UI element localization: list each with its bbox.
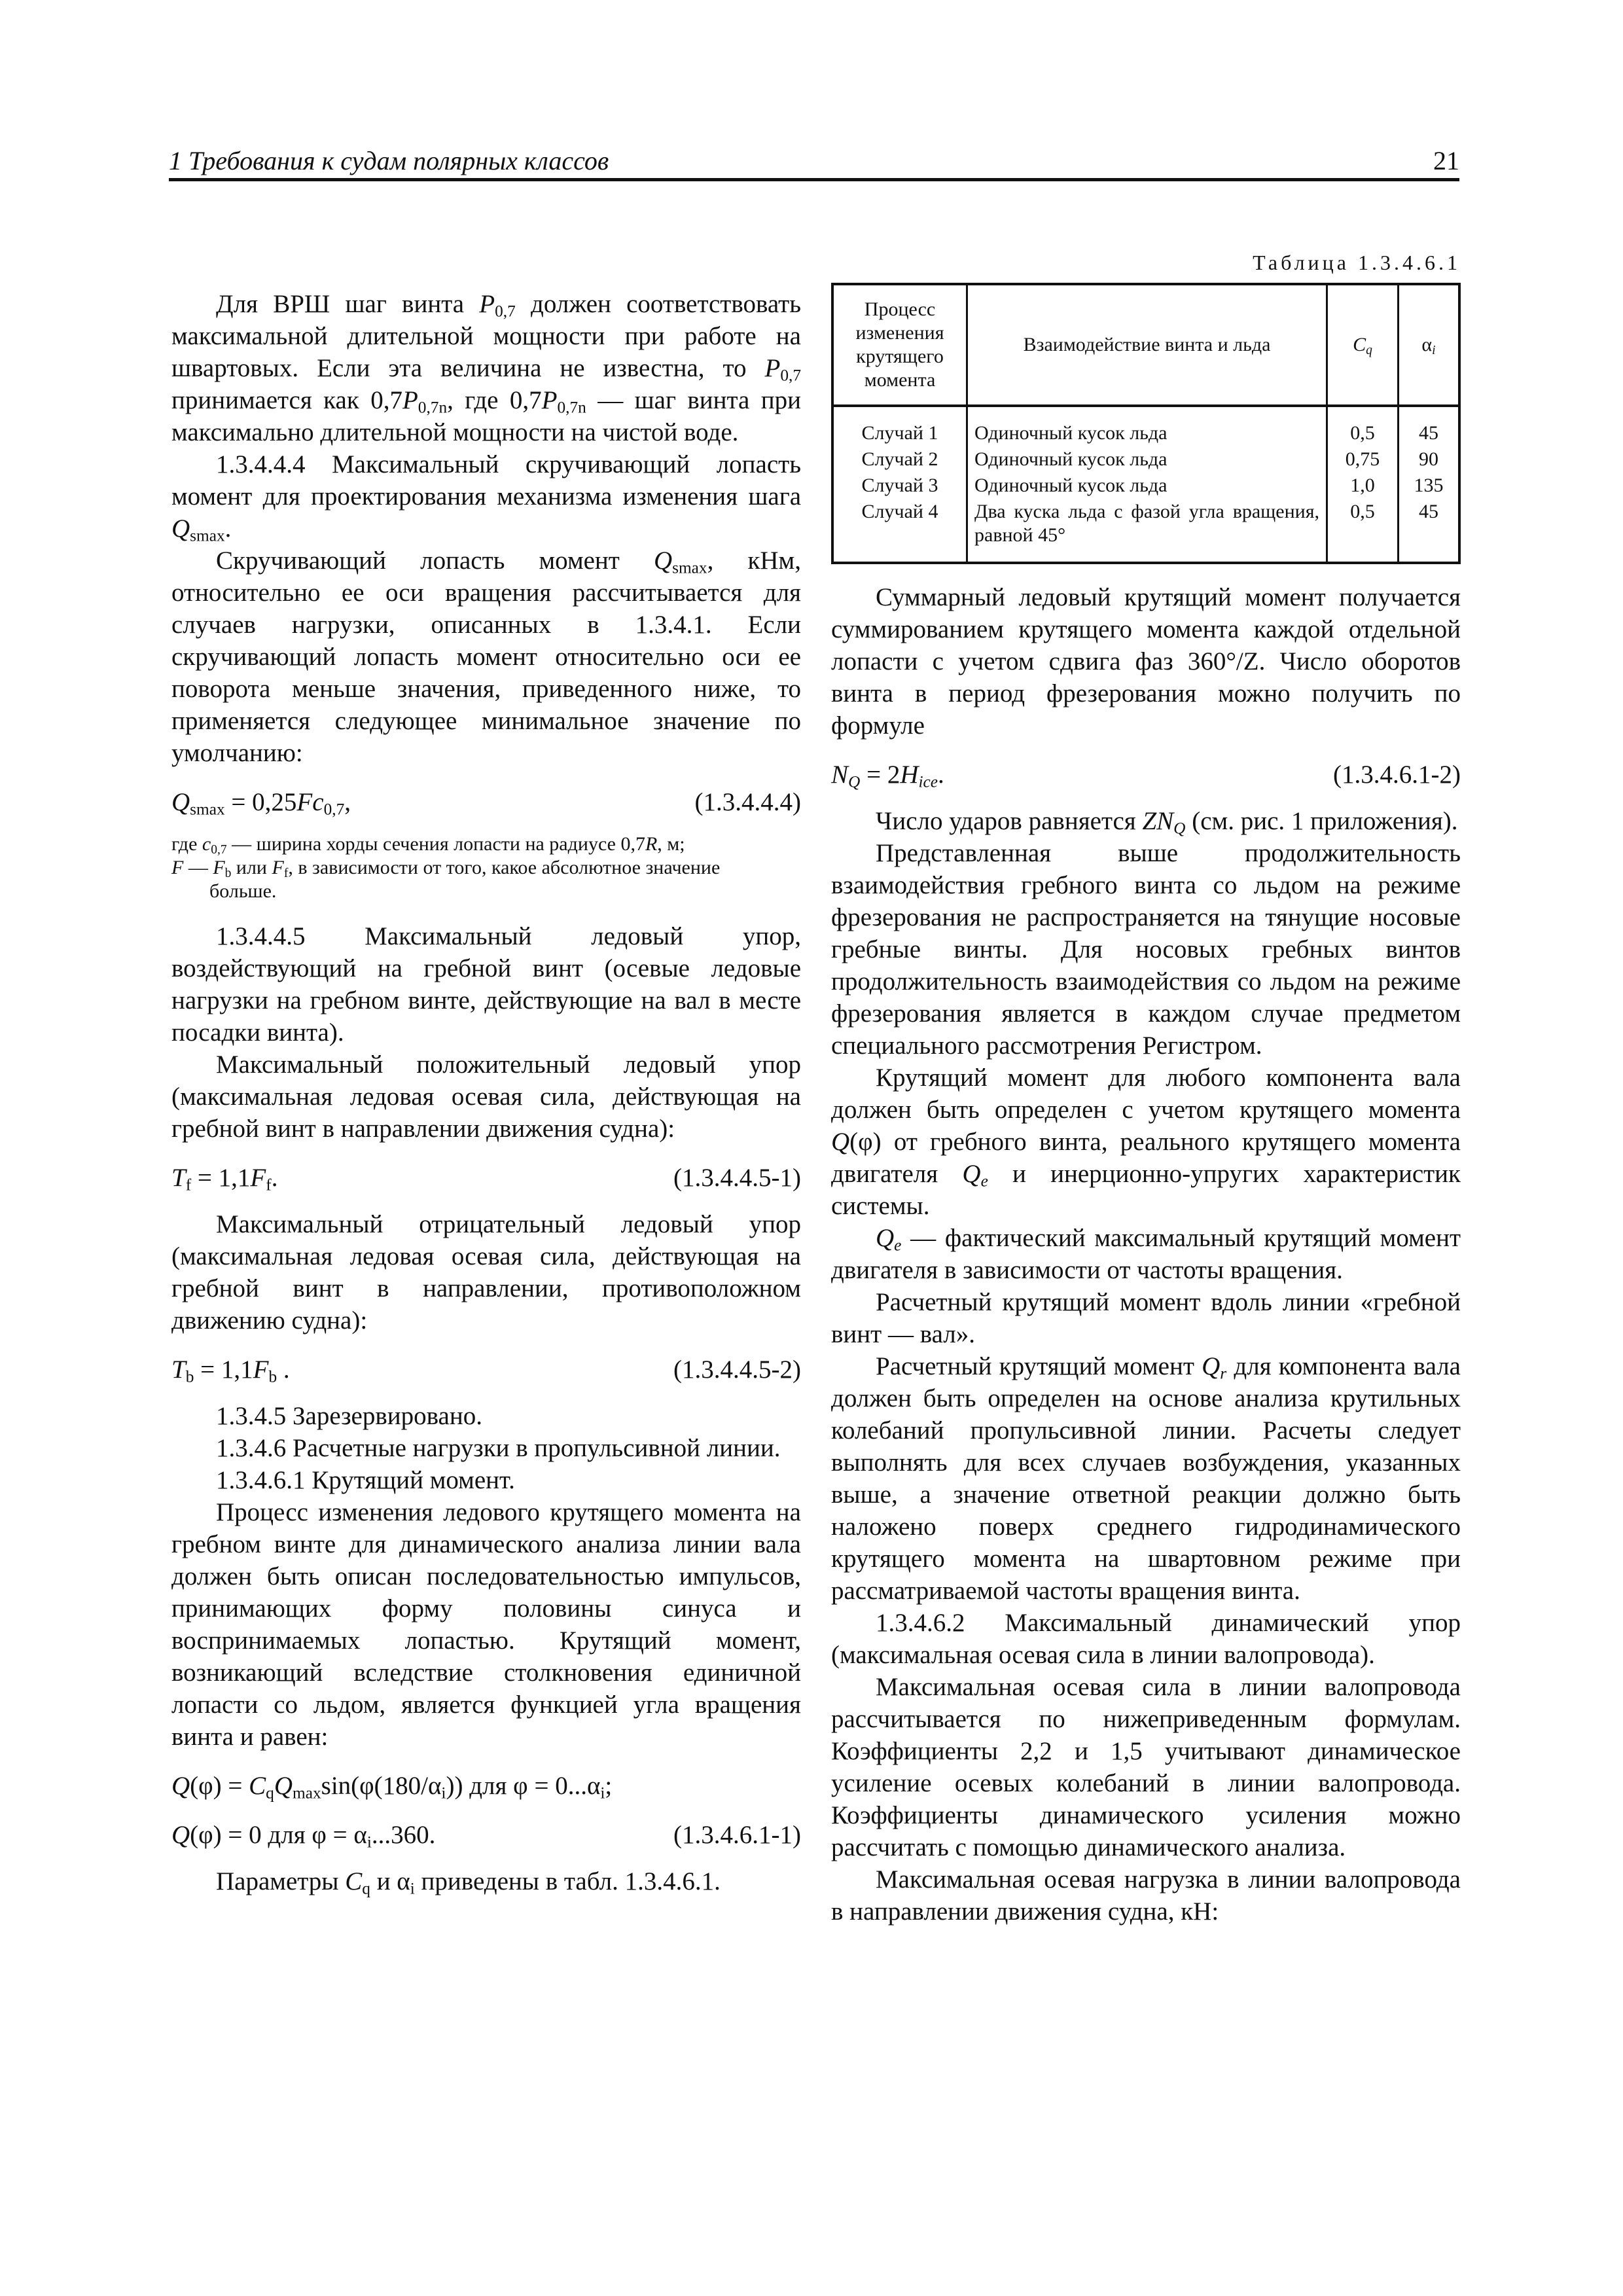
paragraph-design-torque-line: Расчетный крутящий момент вдоль линии «гребной винт — вал». xyxy=(831,1288,1461,1348)
paragraph-negative-thrust: Максимальный отрицательный ледовый упор (максимальная ледовая осевая сила, действующая на гребной винт в направлении, противоположном движению судна): xyxy=(171,1210,801,1335)
header-interaction: Взаимодействие винта и льда xyxy=(967,284,1327,406)
table-row: Случай 1 Одиночный кусок льда 0,5 45 xyxy=(832,406,1459,448)
paragraph-milling-duration: Представленная выше продолжительность взаимодействия гребного винта со льдом на режиме фрезерования не распространяется на тянущие носовые гребные винты. Для носовых гребных винтов продолжительность взаимодействия со льдом на режиме фрезерования является в каждом случае предметом специального рассмотрения Регистром. xyxy=(831,839,1461,1060)
formula-number: (1.3.4.6.1-2) xyxy=(1333,761,1461,789)
paragraph-1-3-4-6-2: 1.3.4.6.2 Максимальный динамический упор (максимальная осевая сила в линии валопровода). xyxy=(831,1609,1461,1669)
table-row: Случай 4 Два куска льда с фазой угла вращения, равной 45° 0,5 45 xyxy=(832,500,1459,563)
formula-number: (1.3.4.6.1-1) xyxy=(673,1821,801,1849)
paragraph-twisting-moment: Скручивающий лопасть момент $Q_{smax}$, кНм, относительно ее оси вращения рассчитывается для случаев нагрузки, описанных в 1.3.4.1. Если скручивающий лопасть момент относительно оси ее поворота меньше значения, приведенного ниже, то применяется следующее минимальное значение по умолчанию: xyxy=(171,547,801,767)
right-column xyxy=(831,581,1461,1928)
paragraph-torque-process: Процесс изменения ледового крутящего момента на гребном винте для динамического анализа линии вала должен быть описан последовательностью импульсов, принимающих форму половины синуса и воспринимаемых лопастью. Крутящий момент, возникающий вследствие столкновения единичной лопасти со льдом, является функцией угла вращения винта и равен: xyxy=(171,1498,801,1751)
table-row: Случай 2 Одиночный кусок льда 0,75 90 xyxy=(832,448,1459,474)
left-column xyxy=(171,288,801,1897)
page-header xyxy=(169,145,1459,177)
formula-number: (1.3.4.4.5-2) xyxy=(673,1355,801,1384)
formula-q-phi-1: $Q(\varphi) = C_qQ_{max}\sin(\varphi(180/\alpha_i))$ для $\varphi = 0...\alpha_i$; xyxy=(171,1772,613,1803)
header-rule xyxy=(169,178,1459,181)
paragraph-parameters: Параметры $C_q$ и $\alpha_i$ приведены в табл. 1.3.4.6.1. xyxy=(216,1867,721,1898)
header-process: Процесс изменения крутящего момента xyxy=(832,284,967,406)
table-1-3-4-6-1 xyxy=(831,283,1461,564)
paragraph-positive-thrust: Максимальный положительный ледовый упор (максимальная ледовая осевая сила, действующая на гребной винт в направлении движения судна): xyxy=(171,1050,801,1143)
header-alpha: $\alpha_i$ xyxy=(1399,284,1460,406)
paragraph-shaft-torque: Крутящий момент для любого компонента вала должен быть определен с учетом крутящего момента Q(φ) от гребного винта, реального крутящего момента двигателя $Q_e$ и инерционно-упругих характеристик системы. xyxy=(831,1064,1461,1220)
table-caption: Таблица 1.3.4.6.1 xyxy=(1253,251,1461,274)
paragraph-1-3-4-4-5: 1.3.4.4.5 Максимальный ледовый упор, воздействующий на гребной винт (осевые ледовые нагрузки на гребном винте, действующие на вал в месте посадки винта). xyxy=(171,922,801,1047)
running-title: 1 Требования к судам полярных классов xyxy=(169,146,609,175)
table-header-row xyxy=(832,284,1459,406)
paragraph-impacts: Число ударов равняется $ZN_Q$ (см. рис. 1 приложения). xyxy=(876,807,1458,838)
paragraph-1-3-4-5: 1.3.4.5 Зарезервировано. xyxy=(216,1402,482,1430)
paragraph-1-3-4-6-1: 1.3.4.6.1 Крутящий момент. xyxy=(216,1466,515,1494)
page-number: 21 xyxy=(1433,146,1459,175)
table-row: Случай 3 Одиночный кусок льда 1,0 135 xyxy=(832,474,1459,500)
paragraph-axial-force: Максимальная осевая сила в линии валопровода рассчитывается по нижеприведенным формулам. Коэффициенты 2,2 и 1,5 учитывают динамическое усиление осевых колебаний в линии валопровода. Коэффициенты динамического усиления можно рассчитать с помощью динамического анализа. xyxy=(831,1673,1461,1861)
formula-1-3-4-6-1-1: Q(φ) = 0 для $\varphi = \alpha_i...360$. (1.3.4.6.1-1) xyxy=(171,1819,801,1851)
formula-1-3-4-4-5-1: $T_f = 1,1F_f$. (1.3.4.4.5-1) xyxy=(171,1162,801,1194)
header-cq: $C_q$ xyxy=(1327,284,1399,406)
paragraph-qr: Расчетный крутящий момент $Q_r$ для компонента вала должен быть определен на основе анализа крутильных колебаний пропульсивной линии. Расчеты следует выполнять для всех случаев возбуждения, указанных выше, а значение ответной реакции должно быть наложено поверх среднего гидродинамического крутящего момента на швартовном режиме при рассматриваемой частоты вращения винта. xyxy=(831,1352,1461,1605)
paragraph-1-3-4-4-4: 1.3.4.4.4 Максимальный скручивающий лопасть момент для проектирования механизма изменения шага $Q_{smax}$. xyxy=(171,450,801,545)
formula-number: (1.3.4.4.5-1) xyxy=(673,1164,801,1192)
formula-number: (1.3.4.4.4) xyxy=(694,788,801,816)
paragraph-1-3-4-6: 1.3.4.6 Расчетные нагрузки в пропульсивной линии. xyxy=(216,1434,781,1462)
paragraph-vrsh: Для ВРШ шаг винта $P_{0,7}$ должен соответствовать максимальной длительной мощности при работе на швартовых. Если эта величина не известна, то $P_{0,7}$ принимается как $0,7P_{0,7n}$, где $0,7P_{0,7n}$ — шаг винта при максимально длительной мощности на чистой воде. xyxy=(171,290,801,446)
paragraph-axial-load: Максимальная осевая нагрузка в линии валопровода в направлении движения судна, кН: xyxy=(831,1865,1461,1926)
formula-1-3-4-4-5-2: $T_b = 1,1F_b$ . (1.3.4.4.5-2) xyxy=(171,1354,801,1386)
paragraph-total-torque: Суммарный ледовый крутящий момент получается суммированием крутящего момента каждой отдельной лопасти с учетом сдвига фаз 360°/Z. Число оборотов винта в период фрезерования можно получить по формуле xyxy=(831,583,1461,740)
formula-1-3-4-6-1-2: $N_Q = 2H_{ice}$. (1.3.4.6.1-2) xyxy=(831,759,1461,791)
formula-notes: где $c_{0,7}$ — ширина хорды сечения лопасти на радиусе 0,7R, м; F — $F_b$ или $F_f$, в зависимости от того, какое абсолютное значение больше. xyxy=(171,833,721,902)
formula-1-3-4-4-4: $Q_{smax} = 0,25Fc_{0,7}$, (1.3.4.4.4) xyxy=(171,786,801,818)
paragraph-qe: $Q_e$ — фактический максимальный крутящий момент двигателя в зависимости от частоты вращения. xyxy=(831,1224,1461,1284)
